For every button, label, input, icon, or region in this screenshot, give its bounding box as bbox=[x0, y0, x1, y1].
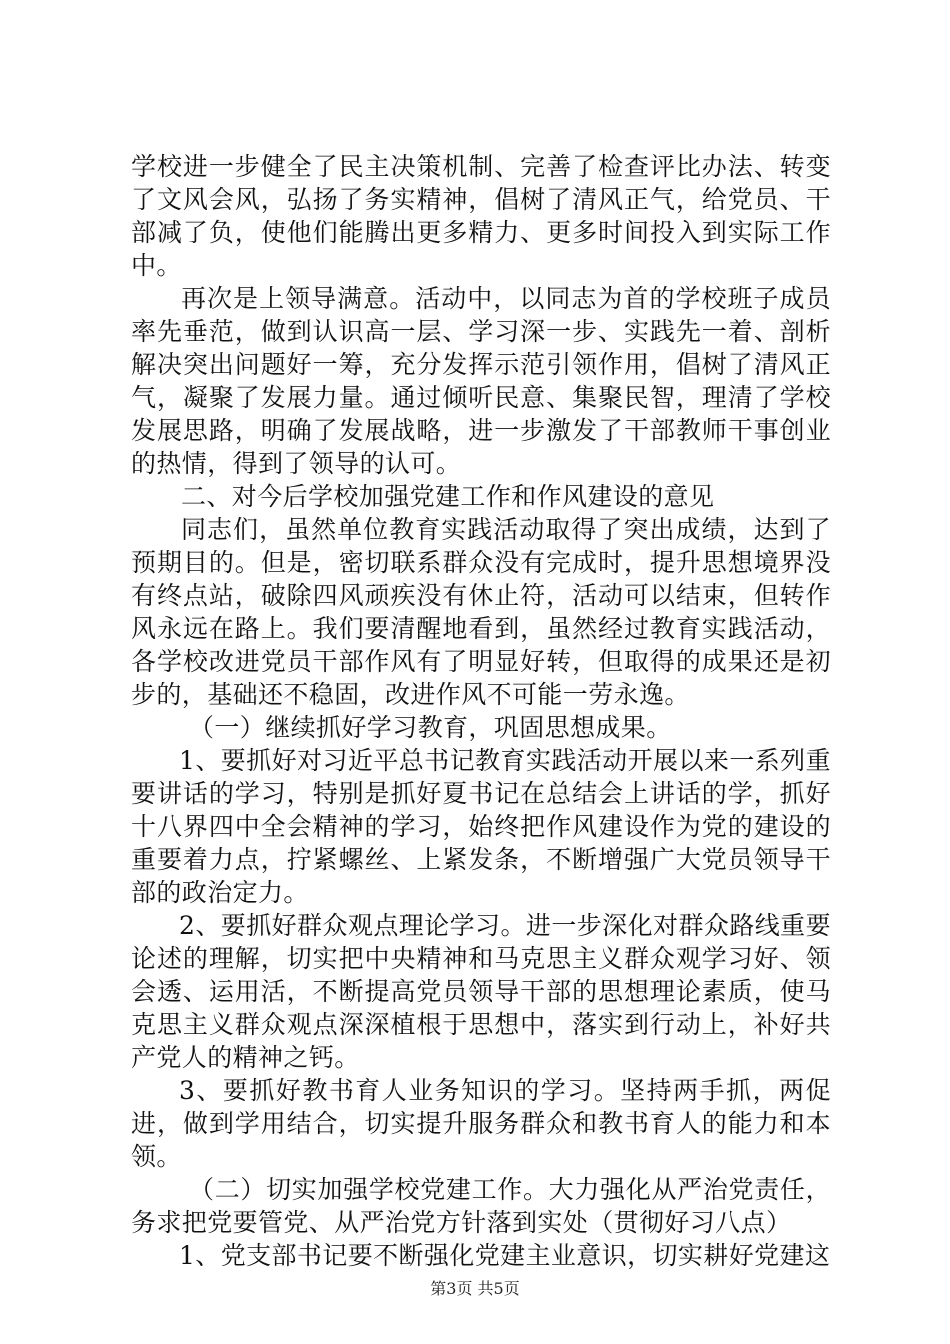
list-item-1: 1、要抓好对习近平总书记教育实践活动开展以来一系列重要讲话的学习，特别是抓好夏书记在总结会上讲话的学，抓好十八界四中全会精神的学习，始终把作风建设作为党的建设的重要着力点，拧紧螺丝、上紧发条，不断增强广大党员领导干部的政治定力。 bbox=[131, 746, 831, 907]
paragraph-continuation: 学校进一步健全了民主决策机制、完善了检查评比办法、转变了文风会风，弘扬了务实精神，倡树了清风正气，给党员、干部减了负，使他们能腾出更多精力、更多时间投入到实际工作中。 bbox=[131, 152, 831, 280]
section-heading-2: 二、对今后学校加强党建工作和作风建设的意见 bbox=[181, 482, 715, 511]
paragraph-leader-satisfaction: 再次是上领导满意。活动中，以同志为首的学校班子成员率先垂范，做到认识高一层、学习深一步、实践先一着、剖析解决突出问题好一筹，充分发挥示范引领作用，倡树了清风正气，凝聚了发展力量。通过倾听民意、集聚民智，理清了学校发展思路，明确了发展战略，进一步激发了干部教师干事创业的热情，得到了领导的认可。 bbox=[131, 284, 831, 478]
subsection-heading-1: （一）继续抓好学习教育，巩固思想成果。 bbox=[189, 713, 672, 742]
list-item-2: 2、要抓好群众观点理论学习。进一步深化对群众路线重要论述的理解，切实把中央精神和马克思主义群众观学习好、领会透、运用活，不断提高党员领导干部的思想理论素质，使马克思主义群众观点深深植根于思想中，落实到行动上，补好共产党人的精神之钙。 bbox=[131, 911, 831, 1072]
subsection-heading-2: （二）切实加强学校党建工作。大力强化从严治党责任，务求把党要管党、从严治党方针落到实处（贯彻好习八点） bbox=[131, 1175, 831, 1237]
page-footer: 第3页 共5页 bbox=[430, 1279, 520, 1298]
list-item-3: 3、要抓好教书育人业务知识的学习。坚持两手抓，两促进，做到学用结合，切实提升服务群众和教书育人的能力和本领。 bbox=[131, 1076, 831, 1171]
paragraph-comrades: 同志们，虽然单位教育实践活动取得了突出成绩，达到了预期目的。但是，密切联系群众没有完成时，提升思想境界没有终点站，破除四风顽疾没有休止符，活动可以结束，但转作风永远在路上。我们要清醒地看到，虽然经过教育实践活动，各学校改进党员干部作风有了明显好转，但取得的成果还是初步的，基础还不稳固，改进作风不可能一劳永逸。 bbox=[131, 515, 831, 709]
document-body bbox=[131, 150, 831, 1272]
list-item-party-secretary: 1、党支部书记要不断强化党建主业意识，切实耕好党建这 bbox=[179, 1241, 831, 1270]
